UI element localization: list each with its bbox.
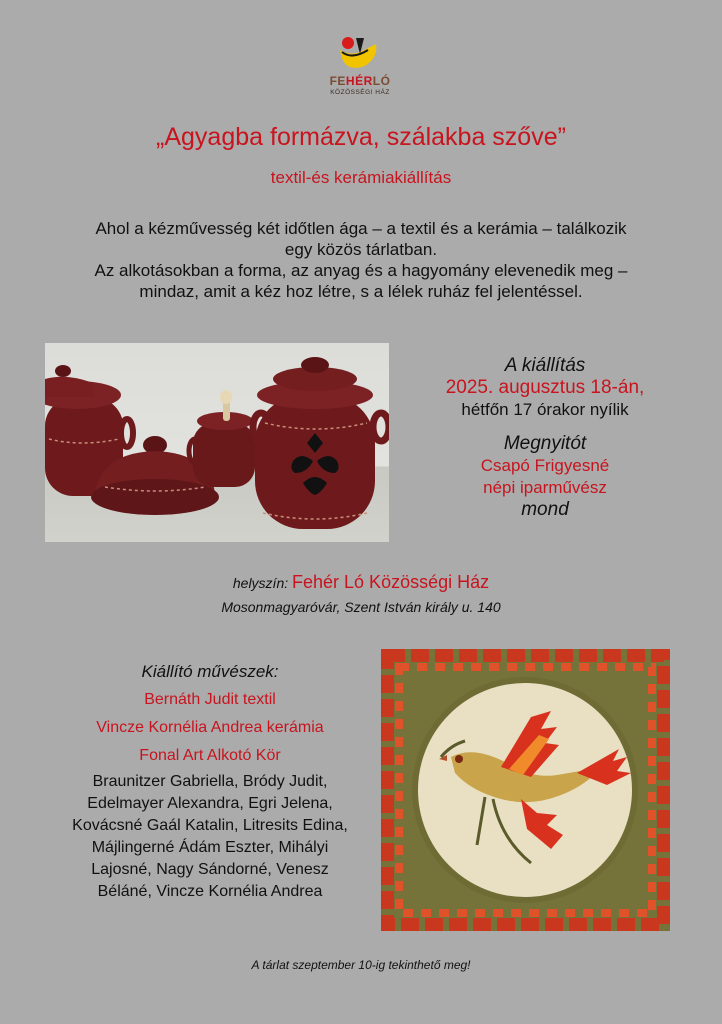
intro-text <box>40 218 682 302</box>
venue-info <box>0 572 722 615</box>
ceramics-photo <box>45 343 389 542</box>
venue-address: Mosonmagyaróvár, Szent István király u. 140 <box>221 599 501 615</box>
opening-time: hétfőn 17 órakor nyílik <box>461 400 629 419</box>
member-line: Májlingerné Ádám Eszter, Mihályi <box>91 839 329 856</box>
opening-info <box>400 355 690 521</box>
member-line: Edelmayer Alexandra, Egri Jelena, <box>87 795 333 812</box>
intro-line: Ahol a kézművesség két időtlen ága – a textil és a kerámia – találkozik <box>95 219 627 238</box>
logo-subtitle: KÖZÖSSÉGI HÁZ <box>330 89 390 96</box>
opener-verb: mond <box>521 499 569 520</box>
member-line: Béláné, Vincze Kornélia Andrea <box>97 883 323 900</box>
artists-heading: Kiállító művészek: <box>141 662 279 681</box>
artist-item: Vincze Kornélia Andrea kerámia <box>96 719 324 736</box>
artist-group: Fonal Art Alkotó Kör <box>139 747 281 764</box>
footer-note: A tárlat szeptember 10-ig tekinthető meg! <box>251 958 471 972</box>
intro-line: Az alkotásokban a forma, az anyag és a hagyomány elevenedik meg – <box>94 261 628 280</box>
logo-name: FEHÉRLÓ <box>329 74 391 88</box>
ceramic-pots-image <box>45 343 389 542</box>
exhibition-title: „Agyagba formázva, szálakba szőve” <box>156 123 566 151</box>
textile-bird-image <box>381 649 670 931</box>
artist-item: Bernáth Judit textil <box>144 691 276 708</box>
exhibition-subtitle: textil-és kerámiakiállítás <box>270 168 452 187</box>
opener-name: Csapó Frigyesné <box>480 456 610 475</box>
venue-line <box>0 572 722 593</box>
feher-lo-logo <box>320 34 400 104</box>
member-line: Lajosné, Nagy Sándorné, Venesz <box>91 861 329 878</box>
bird-embroidery-icon <box>381 649 670 931</box>
opening-label: A kiállítás <box>504 355 586 376</box>
member-line: Braunitzer Gabriella, Bródy Judit, <box>92 773 328 790</box>
group-members <box>40 771 380 903</box>
opening-date: 2025. augusztus 18-án, <box>445 377 645 398</box>
artists-section <box>40 662 380 903</box>
opener-title: népi iparművész <box>483 478 607 497</box>
venue-label: helyszín: <box>232 575 289 591</box>
horse-logo-icon <box>338 34 382 74</box>
member-line: Kovácsné Gaál Katalin, Litresits Edina, <box>72 817 348 834</box>
opener-label: Megnyitót <box>503 433 587 454</box>
intro-line: mindaz, amit a kéz hoz létre, s a lélek ruház fel jelentéssel. <box>139 282 583 301</box>
intro-line: egy közös tárlatban. <box>284 240 438 259</box>
venue-name: Fehér Ló Közösségi Ház <box>292 572 490 592</box>
